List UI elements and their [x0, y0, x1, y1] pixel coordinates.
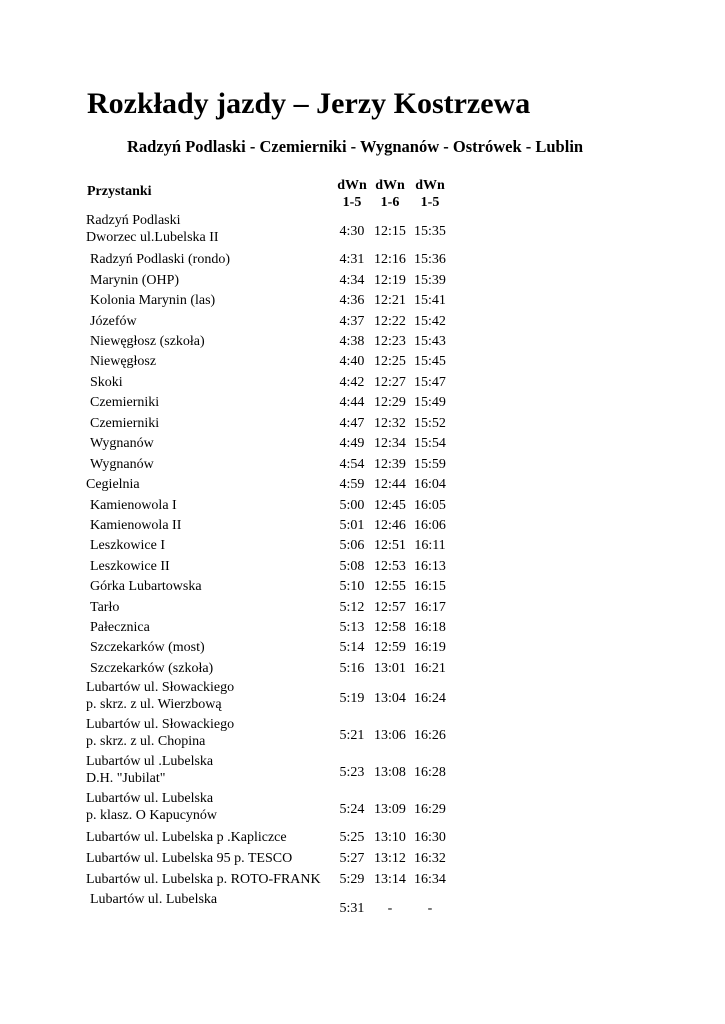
- column-header-3: [410, 177, 450, 211]
- departure-time: 12:51: [374, 538, 406, 553]
- stop-name-line: Józefów: [90, 314, 137, 329]
- stop-name-line: Wygnanów: [90, 457, 154, 472]
- departure-time: 4:38: [339, 334, 365, 349]
- departure-time: 12:25: [374, 354, 406, 369]
- departure-time: 5:06: [339, 538, 365, 553]
- stop-name-line: Skoki: [90, 375, 123, 390]
- page-title: Rozkłady jazdy – Jerzy Kostrzewa: [87, 87, 531, 120]
- stop-name-line: Marynin (OHP): [90, 273, 180, 288]
- table-row: [0, 790, 725, 826]
- departure-time: 4:59: [339, 477, 365, 492]
- stop-name: [86, 790, 217, 824]
- table-row: [0, 658, 725, 678]
- stop-name-line: Radzyń Podlaski: [86, 213, 181, 228]
- departure-time: 12:15: [374, 224, 406, 239]
- table-row: [0, 249, 725, 269]
- stop-name-line: Niewęgłosz: [90, 354, 157, 369]
- stop-name: [86, 212, 219, 246]
- route-title: Radzyń Podlaski - Czemierniki - Wygnanów - Ostrówek - Lublin: [127, 137, 584, 156]
- stop-name: [86, 850, 292, 867]
- stop-name: [90, 578, 202, 595]
- departure-time: 12:22: [374, 314, 406, 329]
- departure-time: 12:32: [374, 416, 406, 431]
- stop-name: [90, 639, 205, 656]
- departure-time: 15:39: [414, 273, 446, 288]
- departure-time: 12:45: [374, 498, 406, 513]
- stop-name-line: Dworzec ul.Lubelska II: [86, 230, 219, 245]
- table-row: [0, 889, 725, 925]
- departure-time: 5:13: [339, 620, 365, 635]
- table-row: [0, 617, 725, 637]
- stop-name: [90, 497, 177, 514]
- departure-time: 12:34: [374, 436, 406, 451]
- table-row: [0, 311, 725, 331]
- stop-column-header: Przystanki: [87, 184, 152, 199]
- departure-time: 15:36: [414, 252, 446, 267]
- departure-time: 16:30: [414, 830, 446, 845]
- stop-name: [86, 871, 321, 888]
- stop-name-line: p. skrz. z ul. Chopina: [86, 734, 206, 749]
- departure-time: 12:57: [374, 600, 406, 615]
- departure-time: 15:59: [414, 457, 446, 472]
- stop-name: [90, 537, 165, 554]
- departure-time: 5:29: [339, 872, 365, 887]
- departure-time: 4:49: [339, 436, 365, 451]
- stop-name: [90, 619, 150, 636]
- stop-name-line: Szczekarków (most): [90, 640, 205, 655]
- table-row: [0, 535, 725, 555]
- table-row: [0, 556, 725, 576]
- column-header-2-line1: dWn: [375, 178, 405, 193]
- departure-time: 4:31: [339, 252, 365, 267]
- departure-time: 12:44: [374, 477, 406, 492]
- departure-time: 4:37: [339, 314, 365, 329]
- stop-name: [86, 829, 287, 846]
- stop-name-line: Kamienowola I: [90, 498, 177, 513]
- table-row: [0, 716, 725, 752]
- departure-time: 13:06: [374, 728, 406, 743]
- table-row: [0, 454, 725, 474]
- table-row: [0, 413, 725, 433]
- departure-time: 5:08: [339, 559, 365, 574]
- table-row: [0, 869, 725, 889]
- stop-name: [90, 456, 154, 473]
- stop-name: [90, 353, 156, 370]
- stop-name-line: Lubartów ul. Lubelska p .Kapliczce: [86, 830, 287, 845]
- table-row: [0, 331, 725, 351]
- stop-name-line: Lubartów ul .Lubelska: [86, 754, 214, 769]
- stop-name: [90, 313, 137, 330]
- stop-name-line: Pałecznica: [90, 620, 150, 635]
- departure-time: 12:46: [374, 518, 406, 533]
- departure-time: 13:10: [374, 830, 406, 845]
- column-header-2-line2: 1-6: [380, 195, 400, 210]
- departure-time: 16:13: [414, 559, 446, 574]
- departure-time: 12:53: [374, 559, 406, 574]
- stop-name-line: p. skrz. z ul. Wierzbową: [86, 697, 222, 712]
- departure-time: 5:25: [339, 830, 365, 845]
- table-row: [0, 351, 725, 371]
- stop-name: [90, 517, 181, 534]
- stop-name: [90, 660, 213, 677]
- departure-time: 16:21: [414, 661, 446, 676]
- column-header-2: [370, 177, 410, 211]
- departure-time: 15:45: [414, 354, 446, 369]
- departure-time: 12:58: [374, 620, 406, 635]
- column-header-3-line2: 1-5: [420, 195, 440, 210]
- departure-time: 5:24: [339, 802, 365, 817]
- stop-name-line: D.H. "Jubilat": [86, 771, 166, 786]
- departure-time: 12:16: [374, 252, 406, 267]
- departure-time: -: [427, 901, 433, 916]
- departure-time: 15:42: [414, 314, 446, 329]
- departure-time: 5:14: [339, 640, 365, 655]
- stop-name-line: Tarło: [90, 600, 120, 615]
- table-row: [0, 392, 725, 412]
- departure-time: 5:31: [339, 901, 365, 916]
- departure-time: 16:24: [414, 691, 446, 706]
- stop-name: [90, 558, 170, 575]
- departure-time: -: [387, 901, 393, 916]
- departure-time: 16:04: [414, 477, 446, 492]
- stop-name: [90, 374, 123, 391]
- departure-time: 13:14: [374, 872, 406, 887]
- departure-time: 4:47: [339, 416, 365, 431]
- departure-time: 13:09: [374, 802, 406, 817]
- stop-name-line: Lubartów ul. Lubelska p. ROTO-FRANK: [86, 872, 321, 887]
- stop-name-line: Lubartów ul. Słowackiego: [86, 680, 235, 695]
- departure-time: 5:01: [339, 518, 365, 533]
- departure-time: 12:27: [374, 375, 406, 390]
- table-row: [0, 212, 725, 248]
- departure-time: 4:36: [339, 293, 365, 308]
- departure-time: 15:47: [414, 375, 446, 390]
- departure-time: 16:17: [414, 600, 446, 615]
- stop-name: [90, 891, 217, 908]
- column-header-1-line1: dWn: [337, 178, 367, 193]
- stop-name-line: Kolonia Marynin (las): [90, 293, 216, 308]
- departure-time: 15:49: [414, 395, 446, 410]
- departure-time: 16:29: [414, 802, 446, 817]
- stop-name-line: Czemierniki: [90, 395, 160, 410]
- departure-time: 4:44: [339, 395, 365, 410]
- departure-time: 5:27: [339, 851, 365, 866]
- stop-name-line: Lubartów ul. Lubelska: [90, 892, 218, 907]
- departure-time: 16:18: [414, 620, 446, 635]
- departure-time: 5:00: [339, 498, 365, 513]
- stop-name: [90, 415, 159, 432]
- departure-time: 4:34: [339, 273, 365, 288]
- stop-name: [90, 435, 154, 452]
- departure-time: 16:26: [414, 728, 446, 743]
- table-row: [0, 515, 725, 535]
- departure-time: 12:59: [374, 640, 406, 655]
- departure-time: 12:39: [374, 457, 406, 472]
- departure-time: 4:54: [339, 457, 365, 472]
- stop-name-line: Kamienowola II: [90, 518, 182, 533]
- table-row: [0, 827, 725, 847]
- departure-time: 5:16: [339, 661, 365, 676]
- stop-name: [90, 394, 159, 411]
- table-row: [0, 474, 725, 494]
- departure-time: 13:04: [374, 691, 406, 706]
- departure-time: 12:23: [374, 334, 406, 349]
- stop-name-line: Górka Lubartowska: [90, 579, 202, 594]
- stop-name-line: p. klasz. O Kapucynów: [86, 808, 218, 823]
- stop-name-line: Leszkowice I: [90, 538, 166, 553]
- departure-time: 5:10: [339, 579, 365, 594]
- stop-name-line: Czemierniki: [90, 416, 160, 431]
- table-row: [0, 597, 725, 617]
- stop-name: [90, 599, 119, 616]
- table-row: [0, 372, 725, 392]
- table-row: [0, 848, 725, 868]
- table-row: [0, 433, 725, 453]
- stop-name: [90, 272, 179, 289]
- departure-time: 4:42: [339, 375, 365, 390]
- table-row: [0, 637, 725, 657]
- table-row: [0, 679, 725, 715]
- departure-time: 15:54: [414, 436, 446, 451]
- table-row: [0, 753, 725, 789]
- departure-time: 16:15: [414, 579, 446, 594]
- departure-time: 12:29: [374, 395, 406, 410]
- departure-time: 5:19: [339, 691, 365, 706]
- stop-name: [86, 753, 213, 787]
- table-row: [0, 290, 725, 310]
- departure-time: 15:35: [414, 224, 446, 239]
- departure-time: 5:21: [339, 728, 365, 743]
- stop-name-line: Niewęgłosz (szkoła): [90, 334, 205, 349]
- departure-time: 16:28: [414, 765, 446, 780]
- stop-name: [90, 333, 205, 350]
- departure-time: 12:55: [374, 579, 406, 594]
- departure-time: 12:19: [374, 273, 406, 288]
- column-header-3-line1: dWn: [415, 178, 445, 193]
- stop-name-line: Szczekarków (szkoła): [90, 661, 214, 676]
- stop-name: [86, 476, 140, 493]
- departure-time: 5:23: [339, 765, 365, 780]
- departure-time: 13:01: [374, 661, 406, 676]
- stop-name-line: Lubartów ul. Lubelska 95 p. TESCO: [86, 851, 293, 866]
- departure-time: 12:21: [374, 293, 406, 308]
- departure-time: 16:19: [414, 640, 446, 655]
- stop-name-line: Lubartów ul. Lubelska: [86, 791, 214, 806]
- departure-time: 13:08: [374, 765, 406, 780]
- departure-time: 15:43: [414, 334, 446, 349]
- stop-name: [90, 292, 215, 309]
- stop-name-line: Wygnanów: [90, 436, 154, 451]
- departure-time: 4:30: [339, 224, 365, 239]
- departure-time: 16:11: [414, 538, 446, 553]
- stop-name-line: Cegielnia: [86, 477, 140, 492]
- departure-time: 5:12: [339, 600, 365, 615]
- departure-time: 15:41: [414, 293, 446, 308]
- departure-time: 4:40: [339, 354, 365, 369]
- departure-time: 15:52: [414, 416, 446, 431]
- table-row: [0, 576, 725, 596]
- stop-name: [86, 679, 234, 713]
- stop-name-line: Radzyń Podlaski (rondo): [90, 252, 230, 267]
- departure-time: 16:06: [414, 518, 446, 533]
- table-row: [0, 270, 725, 290]
- stop-name-line: Leszkowice II: [90, 559, 170, 574]
- departure-time: 16:05: [414, 498, 446, 513]
- stop-name: [86, 716, 234, 750]
- column-header-1-line2: 1-5: [342, 195, 362, 210]
- stop-name: [90, 251, 230, 268]
- stop-name-line: Lubartów ul. Słowackiego: [86, 717, 235, 732]
- departure-time: 16:34: [414, 872, 446, 887]
- departure-time: 16:32: [414, 851, 446, 866]
- departure-time: 13:12: [374, 851, 406, 866]
- column-header-1: [332, 177, 372, 211]
- table-row: [0, 495, 725, 515]
